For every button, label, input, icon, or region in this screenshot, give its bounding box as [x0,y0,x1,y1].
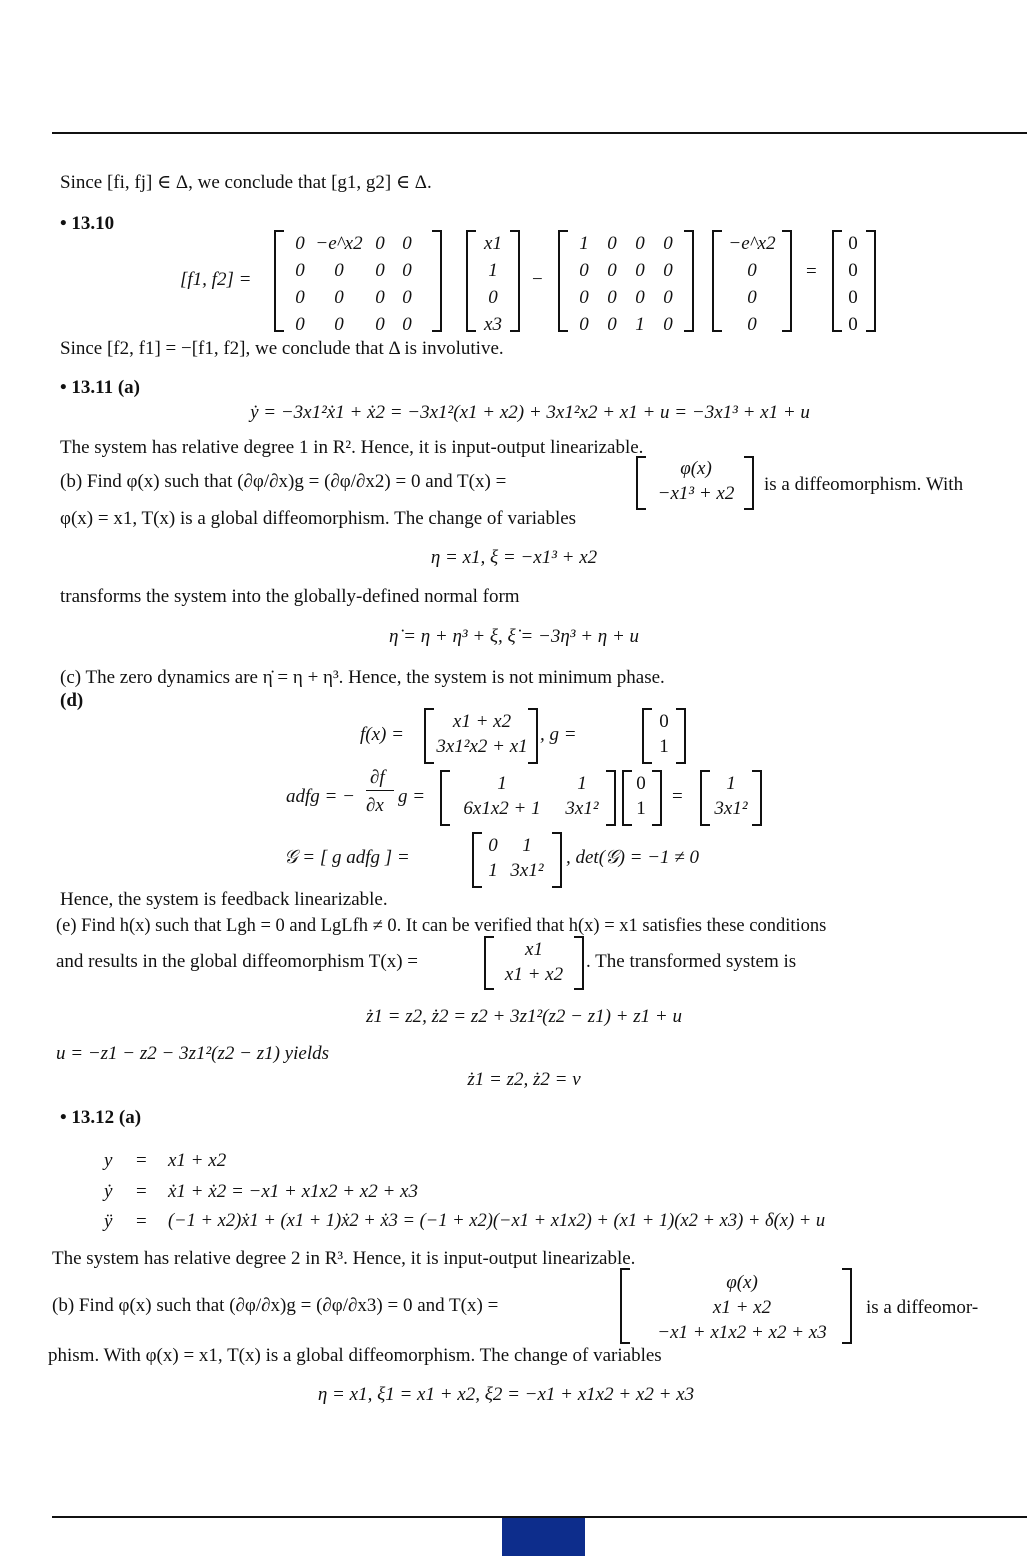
equals-sign: = [672,786,683,807]
v3-cell: 0 [848,260,858,281]
line-find-h: (e) Find h(x) such that Lgh = 0 and LgLfh ≠ 0. It can be verified that h(x) = x1 satisfies these conditions [56,916,827,936]
T1-cell: −x1³ + x2 [657,483,735,504]
m2-cell: 0 [663,233,673,254]
bracket-right [676,708,686,764]
vector-1 [478,234,508,334]
heading-13-12: • 13.12 (a) [60,1107,142,1128]
m1-cell: 0 [334,287,344,308]
T2-cell: x1 [525,939,543,960]
heading-13-10: • 13.10 [60,213,115,234]
m1-cell: 0 [402,260,412,281]
J-cell: 3x1² [565,798,599,819]
m1-cell: 0 [334,314,344,335]
bracket-right [574,936,584,990]
line-zero-dynamics: (c) The zero dynamics are η̇ = η + η³. Hence, the system is not minimum phase. [60,667,665,688]
line-u-yields: u = −z1 − z2 − 3z1²(z2 − z1) yields [56,1043,329,1064]
m1-cell: 0 [295,260,305,281]
matrix-2 [570,234,682,334]
bracket-left [484,936,494,990]
v2-cell: 0 [747,260,757,281]
bracket-left [636,456,646,510]
bracket-right [510,230,520,332]
line-find-phi: (b) Find φ(x) such that (∂φ/∂x)g = (∂φ/∂x2) = 0 and T(x) = [60,471,507,492]
m1-cell: 0 [334,260,344,281]
f-vector [436,712,528,756]
adfg-label: adfg = − [286,786,355,807]
bracket-right [528,708,538,764]
page-number-box [502,1518,585,1556]
heading-13-11: • 13.11 (a) [60,377,141,398]
m1-cell: 0 [375,233,385,254]
equation-z-linear: ż1 = z2, ż2 = v [467,1069,581,1090]
line-diffeomor: is a diffeomor- [866,1297,979,1318]
equation-z-system: ż1 = z2, ż2 = z2 + 3z1²(z2 − z1) + z1 + u [366,1006,682,1027]
eqn-row-rhs: (−1 + x2)ẋ1 + (x1 + 1)ẋ2 + ẋ3 = (−1 + x2)(−x1 + x1x2) + (x1 + 1)(x2 + x3) + δ(x) + u [168,1211,826,1231]
equals-sign: = [806,261,817,282]
dfdx-denominator: ∂x [366,795,384,816]
J-cell: 6x1x2 + 1 [463,798,541,819]
bracket-left [466,230,476,332]
bracket-left [274,230,284,332]
bracket-right [552,832,562,888]
m2-cell: 0 [607,287,617,308]
G-matrix [482,836,550,880]
f-cell: x1 + x2 [452,711,512,732]
g-cell: 1 [659,736,669,757]
G-cell: 1 [488,860,498,881]
jacobian-matrix [450,774,610,818]
bracket-right [744,456,754,510]
v1-cell: x3 [484,314,502,335]
m2-cell: 0 [607,314,617,335]
g-vector [652,712,676,756]
det-G: , det(𝒢) = −1 ≠ 0 [566,847,699,868]
T-vector-1 [648,459,744,503]
bracket-right [684,230,694,332]
fraction-bar [366,790,394,791]
m2-cell: 0 [579,314,589,335]
line-involutive: Since [f2, f1] = −[f1, f2], we conclude that Δ is involutive. [60,338,504,359]
m2-cell: 0 [635,233,645,254]
line-relative-degree: The system has relative degree 1 in R². Hence, it is input-output linearizable. [60,437,644,458]
adfg-result [710,774,752,818]
m2-cell: 1 [635,314,645,335]
m1-cell: 0 [402,287,412,308]
m2-cell: 0 [663,314,673,335]
G-cell: 0 [488,835,498,856]
f-cell: 3x1²x2 + x1 [436,736,528,757]
equation-change-vars-2: η = x1, ξ1 = x1 + x2, ξ2 = −x1 + x1x2 + x2 + x3 [317,1384,695,1405]
G-label: 𝒢 = [ g adfg ] = [284,847,410,868]
bracket-left [440,770,450,826]
eqn-row-lhs: ẏ [104,1181,113,1202]
G-cell: 3x1² [510,860,544,881]
m1-cell: −e^x2 [315,233,363,254]
minus-sign: − [532,269,543,290]
m2-cell: 0 [663,287,673,308]
dfdx-numerator: ∂f [370,767,385,788]
matrix-1 [286,234,418,334]
equation-ydot: ẏ = −3x1²ẋ1 + ẋ2 = −3x1²(x1 + x2) + 3x1²x2 + x1 + u = −3x1³ + x1 + u [250,402,810,423]
line-global-diffeo-T: and results in the global diffeomorphism T(x) = [56,951,418,972]
bracket-left [558,230,568,332]
m1-cell: 0 [375,287,385,308]
line-find-phi-2: (b) Find φ(x) such that (∂φ/∂x)g = (∂φ/∂x3) = 0 and T(x) = [52,1295,499,1316]
T-vector-2 [494,940,574,984]
m2-cell: 0 [607,233,617,254]
bracket-right [842,1268,852,1344]
v3-cell: 0 [848,314,858,335]
v2-cell: −e^x2 [728,233,776,254]
m1-cell: 0 [402,233,412,254]
v3-cell: 0 [848,233,858,254]
g2-cell: 1 [636,798,646,819]
m1-cell: 0 [295,233,305,254]
T3-cell: −x1 + x1x2 + x2 + x3 [657,1322,827,1343]
adres-cell: 3x1² [714,798,748,819]
T-vector-3 [632,1273,852,1342]
line-relative-degree-2: The system has relative degree 2 in R³. Hence, it is input-output linearizable. [52,1248,636,1269]
line-diffeo-with: is a diffeomorphism. With [764,474,964,495]
v2-cell: 0 [747,314,757,335]
g2-cell: 0 [636,773,646,794]
T3-cell: φ(x) [726,1272,758,1293]
v1-cell: x1 [484,233,502,254]
bracket-left [472,832,482,888]
m2-cell: 0 [635,287,645,308]
v1-cell: 1 [488,260,498,281]
m1-cell: 0 [295,287,305,308]
vector-3 [842,234,864,334]
fx-label: f(x) = [360,724,404,745]
bracket-right [866,230,876,332]
lie-bracket-label: [f1, f2] = [180,269,252,290]
eqn-row-rhs: ẋ1 + ẋ2 = −x1 + x1x2 + x2 + x3 [168,1181,418,1202]
m2-cell: 0 [635,260,645,281]
eqn-row-rhs: x1 + x2 [168,1150,227,1171]
v2-cell: 0 [747,287,757,308]
G-cell: 1 [522,835,532,856]
equation-normal-form: η̇ = η + η³ + ξ, ξ̇ = −3η³ + η + u [388,626,640,647]
m2-cell: 1 [579,233,589,254]
label-d: (d) [60,690,84,711]
line-phism: phism. With φ(x) = x1, T(x) is a global diffeomorphism. The change of variables [48,1345,662,1366]
adres-cell: 1 [726,773,736,794]
T1-cell: φ(x) [680,458,712,479]
m1-cell: 0 [375,260,385,281]
v1-cell: 0 [488,287,498,308]
v3-cell: 0 [848,287,858,308]
bracket-left [620,1268,630,1344]
g-vector-2 [630,774,652,818]
m1-cell: 0 [402,314,412,335]
bracket-right [606,770,616,826]
bracket-left [700,770,710,826]
line-transforms: transforms the system into the globally-defined normal form [60,586,520,607]
m1-cell: 0 [295,314,305,335]
J-cell: 1 [577,773,587,794]
bracket-right [752,770,762,826]
m1-cell: 0 [375,314,385,335]
line-feedback-linearizable: Hence, the system is feedback linearizable. [60,889,388,910]
m2-cell: 0 [579,260,589,281]
eqn-row-lhs: ÿ [104,1211,113,1232]
eqn-row-eq: = [136,1181,147,1202]
bracket-left [424,708,434,764]
top-rule [52,132,1027,134]
bracket-left [712,230,722,332]
line-since-fi-fj: Since [fi, fj] ∈ Δ, we conclude that [g1, g2] ∈ Δ. [60,172,432,193]
line-global-diffeo: φ(x) = x1, T(x) is a global diffeomorphism. The change of variables [60,508,577,529]
vector-2 [724,234,780,334]
g-equals: g = [398,786,426,807]
T2-cell: x1 + x2 [504,964,564,985]
bracket-right [652,770,662,826]
eqn-row-lhs: y [104,1150,113,1171]
eqn-row-eq: = [136,1150,147,1171]
J-cell: 1 [497,773,507,794]
bracket-right [432,230,442,332]
g-label: , g = [540,724,577,745]
eqn-row-eq: = [136,1211,147,1232]
T3-cell: x1 + x2 [712,1297,772,1318]
m2-cell: 0 [607,260,617,281]
equation-change-vars: η = x1, ξ = −x1³ + x2 [430,547,598,568]
m2-cell: 0 [579,287,589,308]
bracket-left [642,708,652,764]
bracket-left [832,230,842,332]
line-transformed-system: . The transformed system is [586,951,797,972]
g-cell: 0 [659,711,669,732]
bracket-right [782,230,792,332]
m2-cell: 0 [663,260,673,281]
